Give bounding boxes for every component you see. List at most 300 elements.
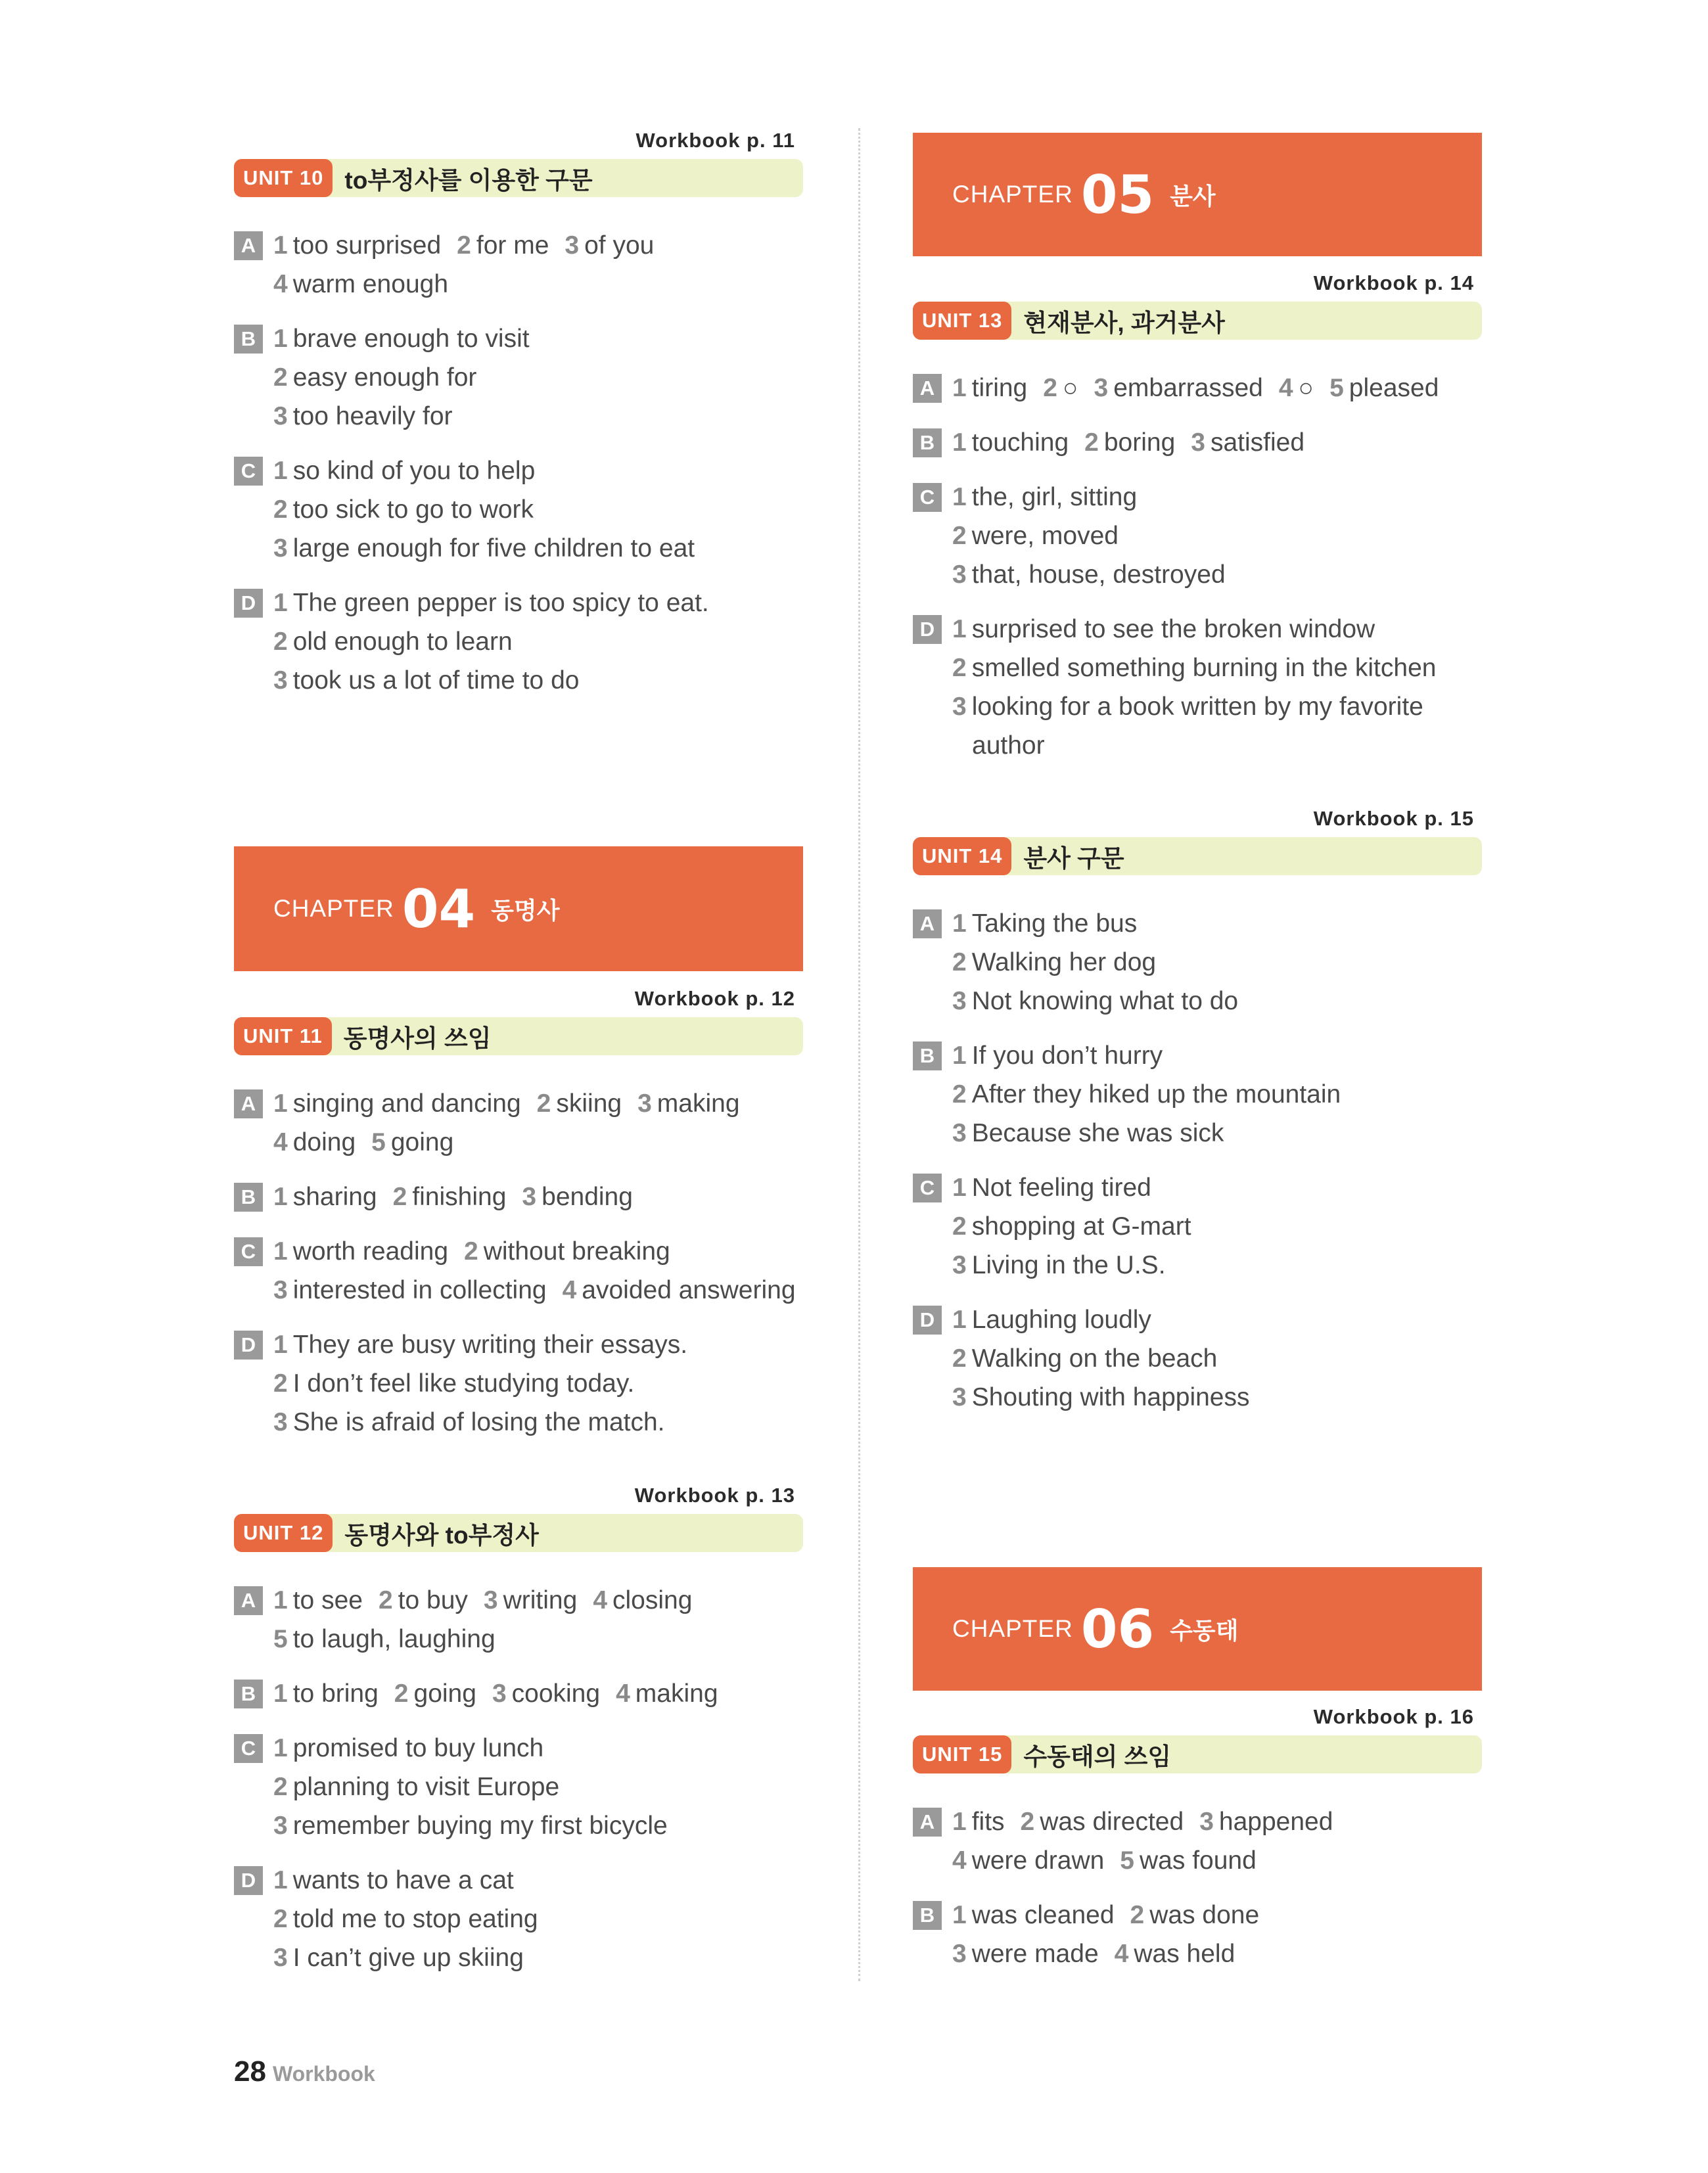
- answer-number: 4: [273, 270, 288, 298]
- answer-sections: [234, 226, 803, 700]
- answer-number: 5: [1329, 374, 1344, 402]
- answer-line: [273, 1325, 703, 1364]
- answer-text: cooking: [511, 1680, 601, 1708]
- answer-item: [952, 1041, 1163, 1070]
- answer-line: [273, 1581, 708, 1620]
- answer-number: 3: [952, 1119, 967, 1147]
- unit-14-block: [913, 807, 1482, 1432]
- answer-line: [952, 1168, 1207, 1207]
- answer-item: [1084, 428, 1175, 457]
- answer-text: the, girl, sitting: [971, 483, 1138, 511]
- answer-item: [952, 428, 1069, 457]
- answer-number: 1: [273, 1089, 288, 1118]
- answer-item: [1279, 374, 1314, 402]
- unit-header: [234, 1514, 803, 1552]
- answer-item: [273, 402, 453, 430]
- answer-number: 3: [273, 402, 288, 430]
- answer-number: 2: [1020, 1808, 1035, 1836]
- chapter-04-banner: [234, 846, 803, 971]
- answer-text: ○: [1298, 374, 1314, 402]
- answer-item: [952, 1344, 1217, 1373]
- answer-line: [273, 1620, 708, 1658]
- section-b: [913, 1896, 1482, 1973]
- answer-text: took us a lot of time to do: [292, 666, 580, 695]
- answer-text: too sick to go to work: [292, 495, 534, 524]
- answer-text: to see: [292, 1586, 363, 1614]
- unit-header: [234, 159, 803, 197]
- section-letter-box: A: [234, 231, 263, 260]
- answer-item: [464, 1237, 670, 1266]
- answer-item: [273, 666, 579, 695]
- section-d: [234, 1861, 803, 1977]
- answer-line: [952, 1075, 1356, 1114]
- answer-text: promised to buy lunch: [292, 1734, 544, 1762]
- chapter-word: CHAPTER: [952, 181, 1073, 208]
- answer-number: 2: [378, 1586, 393, 1614]
- answer-line: [952, 1300, 1266, 1339]
- answer-text: Shouting with happiness: [971, 1383, 1250, 1411]
- answer-text: easy enough for: [292, 363, 477, 392]
- answer-item: [273, 1625, 496, 1653]
- answer-item: [273, 589, 709, 617]
- answer-text: wants to have a cat: [292, 1866, 514, 1894]
- answer-number: 3: [565, 231, 580, 260]
- answer-line: [952, 1036, 1356, 1075]
- answer-text: making: [635, 1680, 718, 1708]
- answer-item: [952, 1940, 1099, 1968]
- answer-item: [952, 483, 1137, 511]
- answer-number: 1: [952, 1306, 967, 1334]
- answer-item: [273, 1812, 668, 1840]
- answer-text: was cleaned: [971, 1901, 1115, 1929]
- answer-line: [952, 904, 1254, 943]
- answer-item: [952, 374, 1027, 402]
- page-footer: [234, 2055, 375, 2088]
- answer-text: writing: [503, 1586, 578, 1614]
- unit-title: 현재분사, 과거분사: [1023, 309, 1225, 336]
- answer-number: 4: [1278, 374, 1293, 402]
- answer-item: [492, 1680, 600, 1708]
- section-d: [234, 583, 803, 700]
- answer-text: If you don’t hurry: [971, 1041, 1163, 1070]
- answer-item: [593, 1586, 692, 1614]
- answer-number: 2: [952, 1080, 967, 1109]
- answer-text: author: [972, 731, 1045, 760]
- answer-item: [952, 1383, 1250, 1411]
- chapter-number: 04: [402, 878, 476, 940]
- answer-line: [273, 661, 725, 700]
- answer-item: [952, 948, 1156, 976]
- answer-number: 2: [952, 522, 967, 550]
- answer-item: [952, 1846, 1104, 1875]
- answer-text: touching: [971, 428, 1069, 457]
- workbook-page-ref: Workbook p. 11: [635, 129, 795, 152]
- answer-text: Walking on the beach: [971, 1344, 1218, 1373]
- answer-text: too surprised: [292, 231, 442, 260]
- answer-text: old enough to learn: [292, 628, 513, 656]
- answer-text: were made: [971, 1940, 1099, 1968]
- answer-number: 3: [952, 987, 967, 1015]
- unit-header: [913, 302, 1482, 340]
- answer-item: [637, 1089, 739, 1118]
- section-letter-box: B: [913, 1901, 942, 1930]
- answer-item: [952, 1306, 1151, 1334]
- chapter-06-banner: [913, 1567, 1482, 1691]
- answer-number: 1: [273, 231, 288, 260]
- section-c: [234, 1232, 803, 1310]
- section-letter-box: A: [234, 1089, 263, 1118]
- answer-item: [273, 1734, 543, 1762]
- answer-text: without breaking: [483, 1237, 670, 1266]
- answer-text: worth reading: [292, 1237, 449, 1266]
- answer-text: Not feeling tired: [971, 1174, 1151, 1202]
- section-letter-box: B: [234, 325, 263, 354]
- section-letter-box: D: [913, 1306, 942, 1335]
- answer-number: 4: [1114, 1940, 1129, 1968]
- answer-text: I can’t give up skiing: [292, 1944, 524, 1972]
- answer-item: [273, 1331, 687, 1359]
- answer-item: [273, 1237, 448, 1266]
- chapter-title: 분사: [1170, 182, 1216, 210]
- answer-number: 1: [273, 1866, 288, 1894]
- answer-item: [273, 534, 695, 562]
- answer-text: happened: [1218, 1808, 1333, 1836]
- section-letter-box: B: [234, 1680, 263, 1708]
- answer-item: [457, 231, 549, 260]
- answer-text: She is afraid of losing the match.: [292, 1408, 665, 1436]
- answer-item: [1115, 1940, 1235, 1968]
- workbook-page-ref: Workbook p. 12: [634, 987, 795, 1010]
- answer-number: 1: [952, 1041, 967, 1070]
- answer-item: [273, 270, 448, 298]
- section-letter-box: B: [913, 1041, 942, 1070]
- answer-text: large enough for five children to eat: [292, 534, 695, 562]
- answer-item: [1120, 1846, 1257, 1875]
- answer-number: 3: [637, 1089, 652, 1118]
- unit-tag: UNIT 11: [234, 1017, 332, 1055]
- section-c: [913, 1168, 1482, 1285]
- section-letter-box: C: [913, 1174, 942, 1202]
- answer-number: 2: [273, 628, 288, 656]
- answer-line: [952, 1207, 1207, 1246]
- unit-10-block: [234, 129, 803, 716]
- answer-item: [616, 1680, 718, 1708]
- section-c: [234, 1729, 803, 1845]
- answer-number: 1: [952, 1808, 967, 1836]
- answer-text: told me to stop eating: [292, 1905, 538, 1933]
- answer-line: [952, 1896, 1275, 1934]
- unit-13-block: [913, 271, 1482, 781]
- answer-number: 3: [1191, 428, 1205, 457]
- answer-text: was found: [1140, 1846, 1257, 1875]
- answer-item: [952, 522, 1119, 550]
- answer-line: [952, 726, 1452, 765]
- section-a: [913, 369, 1482, 407]
- answer-text: was done: [1149, 1901, 1260, 1929]
- answer-line: [273, 451, 710, 490]
- answer-text: doing: [292, 1128, 356, 1156]
- section-letter-box: D: [913, 615, 942, 644]
- unit-title: to부정사를 이용한 구문: [344, 167, 593, 194]
- answer-line: [952, 687, 1452, 726]
- answer-number: 1: [273, 1680, 288, 1708]
- answer-item: [952, 615, 1375, 643]
- answer-text: to laugh, laughing: [292, 1625, 496, 1653]
- answer-line: [952, 1114, 1356, 1153]
- answer-item: [1191, 428, 1304, 457]
- answer-line: [273, 1729, 683, 1768]
- answer-item: [952, 560, 1226, 589]
- workbook-page-ref: Workbook p. 15: [1313, 807, 1474, 830]
- answer-number: 1: [273, 589, 288, 617]
- section-letter-box: C: [234, 457, 263, 486]
- answer-number: 2: [273, 1369, 288, 1398]
- answer-item: [952, 1808, 1005, 1836]
- answer-text: for me: [476, 231, 549, 260]
- section-b: [234, 1674, 803, 1713]
- answer-item: [952, 909, 1137, 938]
- answer-item: [952, 1212, 1191, 1241]
- answer-line: [952, 649, 1452, 687]
- page-number: 28: [234, 2055, 266, 2088]
- answer-number: 1: [273, 1734, 288, 1762]
- answer-number: 2: [952, 1344, 967, 1373]
- answer-number: 3: [273, 1408, 288, 1436]
- section-letter-box: D: [234, 1331, 263, 1360]
- chapter-title: 동명사: [491, 896, 560, 924]
- answer-item: [273, 1905, 538, 1933]
- answer-line: [952, 610, 1452, 649]
- answer-item: [379, 1586, 468, 1614]
- answer-item: [484, 1586, 577, 1614]
- unit-header: [234, 1017, 803, 1055]
- answer-item: [952, 1119, 1224, 1147]
- answer-text: planning to visit Europe: [292, 1773, 560, 1801]
- unit-tag: UNIT 13: [913, 302, 1011, 340]
- answer-text: smelled something burning in the kitchen: [971, 654, 1437, 682]
- answer-text: They are busy writing their essays.: [292, 1331, 688, 1359]
- section-a: [913, 904, 1482, 1020]
- answer-text: too heavily for: [292, 402, 453, 430]
- answer-text: pleased: [1349, 374, 1439, 402]
- answer-item: [273, 457, 535, 485]
- answer-number: 2: [952, 1212, 967, 1241]
- answer-item: [273, 1944, 524, 1972]
- chapter-number: 05: [1080, 164, 1155, 225]
- answer-number: 4: [562, 1276, 577, 1304]
- answer-text: going: [390, 1128, 454, 1156]
- answer-text: fits: [971, 1808, 1005, 1836]
- answer-number: 2: [273, 363, 288, 392]
- answer-text: I don’t feel like studying today.: [292, 1369, 635, 1398]
- answer-number: 4: [273, 1128, 288, 1156]
- section-b: [234, 319, 803, 436]
- answer-item: [273, 363, 476, 392]
- unit-tag: UNIT 10: [234, 159, 333, 197]
- answer-number: 1: [273, 325, 288, 353]
- answer-text: were drawn: [971, 1846, 1105, 1875]
- answer-text: bending: [542, 1183, 633, 1211]
- answer-item: [952, 987, 1238, 1015]
- section-letter-box: A: [913, 374, 942, 403]
- unit-tag: UNIT 15: [913, 1735, 1011, 1773]
- chapter-number: 06: [1080, 1598, 1155, 1660]
- answer-text: making: [657, 1089, 740, 1118]
- answer-text: Taking the bus: [971, 909, 1138, 938]
- answer-item: [273, 1369, 634, 1398]
- answer-line: [273, 397, 545, 436]
- section-letter-box: D: [234, 1866, 263, 1895]
- section-letter-box: C: [913, 483, 942, 512]
- answer-item: [273, 1128, 356, 1156]
- answer-text: brave enough to visit: [292, 325, 530, 353]
- answer-item: [273, 1408, 665, 1436]
- answer-number: 2: [1130, 1901, 1145, 1929]
- answer-text: warm enough: [292, 270, 449, 298]
- answer-item: [394, 1680, 476, 1708]
- answer-item: [952, 693, 1423, 721]
- answer-item: [1329, 374, 1439, 402]
- answer-number: 3: [1094, 374, 1109, 402]
- answer-text: After they hiked up the mountain: [971, 1080, 1341, 1109]
- answer-text: were, moved: [971, 522, 1119, 550]
- answer-line: [952, 1339, 1266, 1378]
- answer-item: [952, 654, 1436, 682]
- answer-number: 1: [952, 615, 967, 643]
- answer-text: Not knowing what to do: [971, 987, 1239, 1015]
- answer-number: 3: [1199, 1808, 1214, 1836]
- answer-number: 3: [952, 693, 967, 721]
- answer-text: Because she was sick: [971, 1119, 1224, 1147]
- answer-line: [273, 226, 670, 265]
- chapter-title: 수동태: [1170, 1616, 1239, 1644]
- answer-line: [273, 583, 725, 622]
- section-letter-box: A: [234, 1586, 263, 1615]
- unit-title: 수동태의 쓰임: [1023, 1743, 1172, 1770]
- section-d: [234, 1325, 803, 1442]
- answer-item: [273, 1586, 363, 1614]
- answer-item: [273, 628, 513, 656]
- answer-text: surprised to see the broken window: [971, 615, 1375, 643]
- answer-number: 5: [1120, 1846, 1134, 1875]
- answer-item: [393, 1183, 507, 1211]
- answer-line: [273, 490, 710, 529]
- answer-text: The green pepper is too spicy to eat.: [292, 589, 709, 617]
- answer-number: 2: [952, 654, 967, 682]
- answer-line: [273, 358, 545, 397]
- answer-line: [273, 1861, 554, 1900]
- answer-item: [1021, 1808, 1184, 1836]
- workbook-page-ref: Workbook p. 13: [634, 1484, 795, 1507]
- answer-item: [563, 1276, 796, 1304]
- answer-line: [952, 478, 1241, 516]
- answer-line: [273, 1271, 812, 1310]
- answer-line: [952, 423, 1320, 462]
- answer-number: 1: [952, 1174, 967, 1202]
- answer-number: 3: [273, 1276, 288, 1304]
- answer-line: [273, 1806, 683, 1845]
- answer-number: 1: [952, 483, 967, 511]
- unit-tag: UNIT 14: [913, 837, 1011, 875]
- answer-number: 4: [952, 1846, 967, 1875]
- answer-line: [952, 1802, 1349, 1841]
- answer-text: closing: [612, 1586, 693, 1614]
- section-b: [913, 423, 1482, 462]
- section-d: [913, 1300, 1482, 1417]
- answer-text: interested in collecting: [292, 1276, 547, 1304]
- answer-item: [273, 1089, 521, 1118]
- answer-number: 5: [371, 1128, 386, 1156]
- answer-text: to buy: [398, 1586, 468, 1614]
- answer-number: 4: [593, 1586, 608, 1614]
- answer-line: [273, 1403, 703, 1442]
- answer-line: [273, 1123, 756, 1162]
- unit-header: [913, 1735, 1482, 1773]
- answer-text: looking for a book written by my favorite: [971, 693, 1423, 721]
- answer-line: [273, 1084, 756, 1123]
- unit-tag: UNIT 12: [234, 1514, 333, 1552]
- answer-line: [273, 319, 545, 358]
- unit-title: 분사 구문: [1023, 845, 1124, 872]
- chapter-05-banner: [913, 133, 1482, 256]
- answer-number: 3: [952, 1251, 967, 1279]
- answer-number: 1: [952, 1901, 967, 1929]
- answer-line: [273, 1232, 812, 1271]
- answer-line: [952, 555, 1241, 594]
- answer-text: satisfied: [1210, 428, 1305, 457]
- column-divider: [858, 128, 860, 1981]
- answer-number: 2: [394, 1680, 409, 1708]
- answer-number: 2: [273, 1773, 288, 1801]
- unit-12-block: [234, 1484, 803, 1993]
- answer-item: [952, 1174, 1151, 1202]
- answer-text: was directed: [1040, 1808, 1184, 1836]
- answer-text: avoided answering: [582, 1276, 796, 1304]
- section-c: [913, 478, 1482, 594]
- answer-line: [952, 369, 1454, 407]
- answer-number: 3: [273, 534, 288, 562]
- answer-number: 1: [273, 1331, 288, 1359]
- answer-text: that, house, destroyed: [971, 560, 1226, 589]
- answer-item: [952, 1080, 1341, 1109]
- answer-number: 1: [952, 374, 967, 402]
- section-d: [913, 610, 1482, 765]
- answer-number: 1: [273, 1237, 288, 1266]
- answer-text: finishing: [412, 1183, 507, 1211]
- answer-number: 1: [273, 457, 288, 485]
- answer-number: 3: [952, 1940, 967, 1968]
- answer-item: [273, 325, 530, 353]
- answer-item: [1199, 1808, 1333, 1836]
- answer-item: [952, 1251, 1166, 1279]
- answer-number: 2: [1043, 374, 1057, 402]
- answer-sections: [913, 1802, 1482, 1973]
- answer-text: tiring: [971, 374, 1028, 402]
- answer-number: 3: [273, 666, 288, 695]
- answer-number: 3: [952, 560, 967, 589]
- unit-title: 동명사와 to부정사: [344, 1522, 539, 1549]
- answer-number: 2: [457, 231, 471, 260]
- answer-line: [273, 265, 670, 304]
- answer-number: 2: [464, 1237, 478, 1266]
- section-letter-box: B: [913, 428, 942, 457]
- answer-number: 3: [492, 1680, 507, 1708]
- workbook-page-ref: Workbook p. 16: [1313, 1705, 1474, 1728]
- answer-item: [273, 1866, 514, 1894]
- section-a: [234, 1581, 803, 1658]
- answer-item: [273, 1276, 547, 1304]
- answer-item: [371, 1128, 453, 1156]
